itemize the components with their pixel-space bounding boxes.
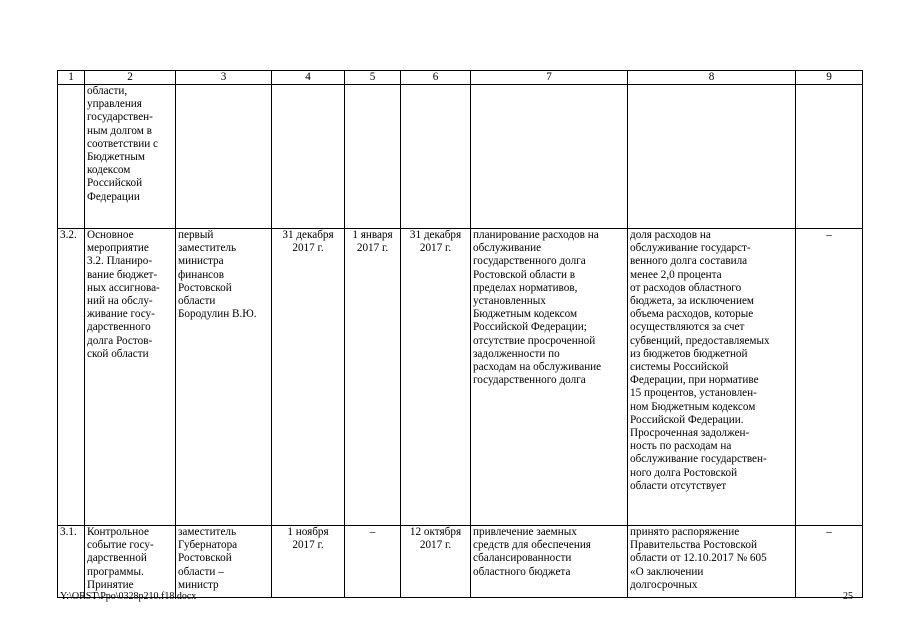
cell-text-line: Основное xyxy=(87,229,134,241)
column-header: 3 xyxy=(176,71,272,85)
cell-text-line: планирование расходов на xyxy=(473,229,599,241)
cell-text-line: обслуживание государст- xyxy=(630,242,751,255)
cell-text-line: от расходов областного xyxy=(630,281,742,294)
cell-text-line: области – xyxy=(178,565,224,578)
cell-reason xyxy=(796,526,863,598)
cell-planned-date xyxy=(272,85,345,229)
table-row xyxy=(58,229,863,526)
cell-planned-result xyxy=(471,85,628,229)
cell-text-line: 31 декабря xyxy=(409,229,462,241)
table-row xyxy=(58,526,863,598)
cell-text-line: 2017 г. xyxy=(419,539,452,552)
cell-text-line: мероприятие xyxy=(87,242,149,255)
cell-text-line: министр xyxy=(178,578,219,591)
cell-text-line: 3.1. xyxy=(60,526,77,538)
cell-actual-start xyxy=(345,526,401,598)
cell-text-line: доля расходов на xyxy=(630,229,711,241)
cell-text-line: системы Российской xyxy=(630,361,729,374)
column-header: 1 xyxy=(58,71,85,85)
table-row xyxy=(58,85,863,229)
cell-text-line: из бюджетов бюджетной xyxy=(630,347,748,360)
cell-text-line: субвенций, предоставляемых xyxy=(630,334,770,347)
cell-text-line: менее 2,0 процента xyxy=(630,268,722,281)
cell-text-line: венного долга составила xyxy=(630,255,748,268)
cell-text-line: 1 ноября xyxy=(287,526,329,538)
cell-planned-date xyxy=(272,229,345,526)
cell-actual-end xyxy=(401,85,471,229)
cell-text-line: финансов xyxy=(178,268,225,281)
cell-text-line: области от 12.10.2017 № 605 xyxy=(630,552,767,565)
cell-text-line: долгосрочных xyxy=(630,578,698,591)
cell-text-line: Ростовской xyxy=(178,552,232,565)
cell-text-line: 15 процентов, установлен- xyxy=(630,387,757,400)
cell-text-line: ных ассигнова- xyxy=(87,281,160,294)
cell-text-line: – xyxy=(826,229,832,241)
column-header: 7 xyxy=(471,71,628,85)
cell-text-line: 3.2. xyxy=(60,229,77,241)
cell-text-line: 2017 г. xyxy=(356,242,389,255)
cell-number xyxy=(58,229,85,526)
cell-text-line: 31 декабря xyxy=(282,229,334,241)
cell-text-line: государствен- xyxy=(87,111,153,124)
cell-text-line: Российской Федерации. xyxy=(630,413,744,426)
cell-text-line: средств для обеспечения xyxy=(473,539,591,552)
cell-planned-date xyxy=(272,526,345,598)
column-header: 9 xyxy=(796,71,863,85)
cell-text-line: 12 октября xyxy=(409,526,462,538)
cell-text-line: 2017 г. xyxy=(419,242,452,255)
cell-text-line: дарственного xyxy=(87,321,151,334)
cell-text-line: обслуживание государствен- xyxy=(630,453,767,466)
cell-text-line: дарственной xyxy=(87,552,147,565)
cell-text-line: области отсутствует xyxy=(630,479,727,492)
cell-text-line: Российской Федерации; xyxy=(473,321,587,334)
column-header: 8 xyxy=(628,71,796,85)
cell-text-line: заместитель xyxy=(178,242,237,255)
column-header: 5 xyxy=(345,71,401,85)
cell-text-line: государственного долга xyxy=(473,374,586,387)
cell-text-line: Просроченная задолжен- xyxy=(630,427,750,440)
cell-text-line: Принятие xyxy=(87,578,134,591)
cell-text-line: – xyxy=(826,526,832,538)
cell-planned-result xyxy=(471,229,628,526)
header-row xyxy=(58,71,863,85)
cell-actual-start xyxy=(345,85,401,229)
cell-actual-result xyxy=(628,85,796,229)
footer-file-path: Y:\ORST\Ppo\0328p210.f18.docx xyxy=(60,591,197,602)
cell-event-name xyxy=(85,229,176,526)
cell-text-line: «О заключении xyxy=(630,565,704,578)
cell-text-line: Бюджетным кодексом xyxy=(473,308,578,321)
cell-planned-result xyxy=(471,526,628,598)
cell-text-line: Губернатора xyxy=(178,539,238,552)
cell-text-line: Федерации xyxy=(87,190,140,203)
column-header: 4 xyxy=(272,71,345,85)
cell-reason xyxy=(796,229,863,526)
cell-text-line: 2017 г. xyxy=(292,539,324,552)
cell-text-line: вание бюджет- xyxy=(87,268,158,281)
cell-text-line: принято распоряжение xyxy=(630,526,740,538)
cell-text-line: Бородулин В.Ю. xyxy=(178,308,257,321)
cell-responsible xyxy=(176,229,272,526)
cell-text-line: областного бюджета xyxy=(473,565,571,578)
cell-text-line: – xyxy=(369,526,376,538)
cell-text-line: кодексом xyxy=(87,164,131,177)
cell-text-line: заместитель xyxy=(178,526,237,538)
cell-event-name xyxy=(85,526,176,598)
cell-text-line: ний на обслу- xyxy=(87,295,153,308)
cell-actual-result xyxy=(628,229,796,526)
cell-text-line: долга Ростов- xyxy=(87,334,153,347)
cell-number xyxy=(58,526,85,598)
cell-text-line: Правительства Ростовской xyxy=(630,539,757,552)
cell-text-line: соответствии с xyxy=(87,137,158,150)
cell-text-line: Федерации, при нормативе xyxy=(630,374,759,387)
cell-text-line: области xyxy=(178,295,216,308)
cell-text-line: бюджета, за исключением xyxy=(630,295,755,308)
column-header: 2 xyxy=(85,71,176,85)
page-number: 25 xyxy=(843,591,853,602)
cell-text-line: осуществляются за счет xyxy=(630,321,745,334)
cell-text-line: 1 января xyxy=(352,229,393,241)
cell-text-line: ного долга Ростовской xyxy=(630,466,738,479)
cell-text-line: 2017 г. xyxy=(292,242,324,255)
cell-actual-result xyxy=(628,526,796,598)
cell-text-line: 3.2. Планиро- xyxy=(87,255,153,268)
cell-text-line: Российской xyxy=(87,177,143,190)
cell-text-line: ном Бюджетным кодексом xyxy=(630,400,756,413)
cell-reason xyxy=(796,85,863,229)
cell-text-line: живание госу- xyxy=(87,308,155,321)
cell-actual-end xyxy=(401,526,471,598)
cell-text-line: пределах нормативов, xyxy=(473,281,578,294)
cell-text-line: министра xyxy=(178,255,224,268)
cell-text-line: расходам на обслуживание xyxy=(473,361,602,374)
cell-responsible xyxy=(176,85,272,229)
cell-actual-start xyxy=(345,229,401,526)
cell-event-name xyxy=(85,85,176,229)
cell-text-line: области, xyxy=(87,85,128,97)
cell-text-line: отсутствие просроченной xyxy=(473,334,596,347)
cell-text-line: сбалансированности xyxy=(473,552,572,565)
cell-text-line: ность по расходам на xyxy=(630,440,732,453)
cell-text-line: установленных xyxy=(473,295,546,308)
cell-text-line: Бюджетным xyxy=(87,151,145,164)
cell-text-line: обслуживание xyxy=(473,242,542,255)
document-table xyxy=(57,70,863,598)
cell-text-line: Ростовской области в xyxy=(473,268,576,281)
cell-text-line: ской области xyxy=(87,347,149,360)
cell-text-line: объема расходов, которые xyxy=(630,308,754,321)
cell-text-line: событие госу- xyxy=(87,539,154,552)
cell-text-line: привлечение заемных xyxy=(473,526,577,538)
cell-text-line: Ростовской xyxy=(178,281,232,294)
cell-text-line: первый xyxy=(178,229,214,241)
cell-actual-end xyxy=(401,229,471,526)
cell-text-line: управления xyxy=(87,98,142,111)
cell-text-line: Контрольное xyxy=(87,526,149,538)
cell-text-line: задолженности по xyxy=(473,347,560,360)
cell-responsible xyxy=(176,526,272,598)
cell-text-line: программы. xyxy=(87,565,144,578)
column-header: 6 xyxy=(401,71,471,85)
cell-number xyxy=(58,85,85,229)
cell-text-line: государственного долга xyxy=(473,255,586,268)
cell-text-line: ным долгом в xyxy=(87,124,152,137)
